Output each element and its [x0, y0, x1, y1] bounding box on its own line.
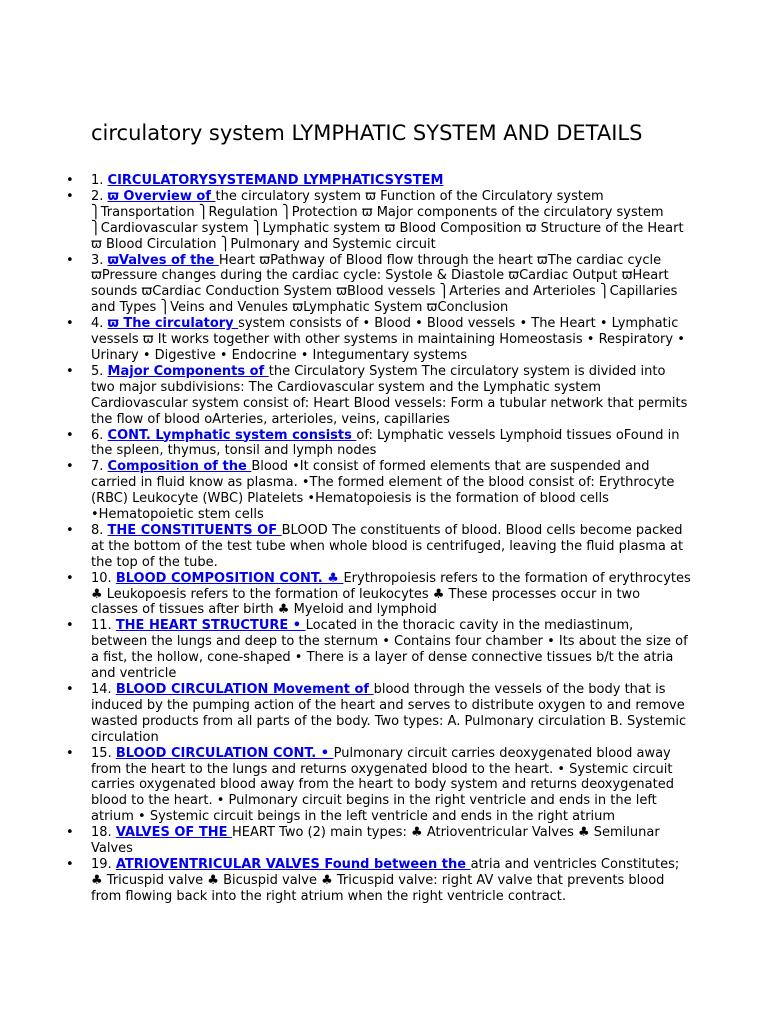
- bullet-icon: •: [66, 363, 74, 379]
- list-item: [66, 682, 691, 746]
- bullet-icon: •: [66, 618, 74, 634]
- slide-list: [66, 173, 691, 905]
- item-text: BLOOD The constituents of blood. Blood cells become packed at the bottom of the test tube when whole blood is centrifuged, leaving the fluid plasma at the top of the tube.: [91, 522, 684, 570]
- item-number: 4.: [91, 316, 108, 332]
- bullet-icon: •: [66, 570, 74, 586]
- item-link[interactable]: ϖValves of the: [107, 252, 219, 268]
- item-text: Located in the thoracic cavity in the mediastinum, between the lungs and deep to the sternum • Contains four chamber • Its about the size of a fist, the hollow, cone-shaped • There is a layer of dense connective tissues b/t the atria and ventricle: [91, 618, 688, 682]
- item-number: 6.: [91, 427, 108, 443]
- list-item: [66, 364, 691, 428]
- list-item: [66, 173, 691, 189]
- bullet-icon: •: [66, 825, 74, 841]
- list-item: [66, 571, 691, 619]
- item-link[interactable]: THE CONSTITUENTS OF: [107, 522, 282, 538]
- item-link[interactable]: Composition of the: [107, 459, 252, 475]
- item-number: 1.: [91, 173, 108, 188]
- item-text: Blood •It consist of formed elements that are suspended and carried in fluid know as plasma. •The formed element of the blood consist of: Erythrocyte (RBC) Leukocyte (WBC) Platelets •Hematopoiesis is the formation of blood cells •Hematopoietic stem cells: [91, 459, 675, 523]
- bullet-icon: •: [66, 252, 74, 268]
- item-text: Erythropoiesis refers to the formation of erythrocytes ♣ Leukopoesis refers to the formation of leukocytes ♣ These processes occur in two classes of tissues after birth ♣ Myeloid and lymphoid: [91, 570, 691, 618]
- item-text: Pulmonary circuit carries deoxygenated blood away from the heart to the lungs and returns oxygenated blood to the heart. • Systemic circuit carries oxygenated blood away from the heart to body system and returns deoxygenated blood to the heart. • Pulmonary circuit begins in the right ventricle and ends in the left atrium • Systemic circuit beings in the left ventricle and ends in the right atrium: [91, 745, 674, 825]
- item-text: the circulatory system ϖ Function of the Circulatory system ⎫Transportation ⎫Regulation ⎫Protection ϖ Major components of the circulatory system ⎫Cardiovascular system ⎫Lymphatic system ϖ Blood Composition ϖ Structure of the Heart ϖ Blood Circulation ⎫Pulmonary and Systemic circuit: [91, 188, 684, 252]
- item-text: HEART Two (2) main types: ♣ Atrioventricular Valves ♣ Semilunar Valves: [91, 825, 660, 857]
- item-text: atria and ventricles Constitutes; ♣ Tricuspid valve ♣ Bicuspid valve ♣ Tricuspid valve: right AV valve that prevents blood from flowing back into the right atrium when the right ventricle contract.: [91, 856, 680, 904]
- item-text: system consists of • Blood • Blood vessels • The Heart • Lymphatic vessels ϖ It works together with other systems in maintaining Homeostasis • Respiratory • Urinary • Digestive • Endocrine • Integumentary systems: [91, 316, 685, 363]
- bullet-icon: •: [66, 856, 74, 872]
- item-link[interactable]: ϖ Overview of: [107, 188, 216, 204]
- item-number: 2.: [91, 188, 108, 204]
- item-number: 19.: [91, 856, 116, 872]
- item-number: 3.: [91, 252, 108, 268]
- document-title: circulatory system LYMPHATIC SYSTEM AND DETAILS: [91, 121, 643, 145]
- bullet-icon: •: [66, 427, 74, 443]
- bullet-icon: •: [66, 316, 74, 332]
- item-link[interactable]: Major Components of: [107, 363, 269, 379]
- item-link[interactable]: BLOOD COMPOSITION CONT. ♣: [115, 570, 344, 586]
- item-link[interactable]: ϖ The circulatory: [107, 316, 239, 332]
- item-link[interactable]: ATRIOVENTRICULAR VALVES Found between the: [115, 856, 471, 872]
- list-item: [66, 746, 691, 826]
- item-number: 8.: [91, 522, 108, 538]
- item-number: 15.: [91, 745, 116, 761]
- item-link[interactable]: THE HEART STRUCTURE •: [115, 618, 306, 634]
- list-item: [66, 459, 691, 523]
- item-text: of: Lymphatic vessels Lymphoid tissues oFound in the spleen, thymus, tonsil and lymph nodes: [91, 427, 680, 459]
- bullet-icon: •: [66, 459, 74, 475]
- item-number: 18.: [91, 825, 116, 841]
- item-link[interactable]: VALVES OF THE: [115, 825, 232, 841]
- item-number: 14.: [91, 682, 116, 697]
- bullet-icon: •: [66, 188, 74, 204]
- item-link[interactable]: BLOOD CIRCULATION CONT. •: [115, 745, 334, 761]
- list-item: [66, 857, 691, 905]
- item-number: 11.: [91, 618, 116, 634]
- bullet-icon: •: [66, 173, 74, 188]
- list-item: [66, 825, 691, 857]
- list-item: [66, 523, 691, 571]
- item-text: the Circulatory System The circulatory system is divided into two major subdivisions: The Cardiovascular system and the Lymphatic system Cardiovascular system consist of: Heart Blood vessels: Form a tubular network that permits the flow of blood oArteries, arterioles, veins, capillaries: [91, 363, 688, 427]
- bullet-icon: •: [66, 745, 74, 761]
- item-link[interactable]: CONT. Lymphatic system consists: [107, 427, 357, 443]
- item-number: 7.: [91, 459, 108, 475]
- list-item: [66, 316, 691, 364]
- item-text: Heart ϖPathway of Blood flow through the heart ϖThe cardiac cycle ϖPressure changes during the cardiac cycle: Systole & Diastole ϖCardiac Output ϖHeart sounds ϖCardiac Conduction System ϖBlood vessels ⎫Arteries and Arterioles ⎫Capillaries and Types ⎫Veins and Venules ϖLymphatic System ϖConclusion: [91, 252, 678, 316]
- item-text: blood through the vessels of the body that is induced by the pumping action of the heart and serves to distribute oxygen to and remove wasted products from all parts of the body. Two types: A. Pulmonary circulation B. Systemic circulation: [91, 682, 687, 745]
- item-link[interactable]: BLOOD CIRCULATION Movement of: [115, 682, 374, 697]
- item-link[interactable]: CIRCULATORYSYSTEMAND LYMPHATICSYSTEM: [107, 173, 444, 188]
- item-number: 10.: [91, 570, 116, 586]
- list-item: [66, 189, 691, 253]
- list-item: [66, 428, 691, 460]
- item-number: 5.: [91, 363, 108, 379]
- bullet-icon: •: [66, 682, 74, 697]
- list-item: [66, 618, 691, 682]
- list-item: [66, 253, 691, 317]
- bullet-icon: •: [66, 522, 74, 538]
